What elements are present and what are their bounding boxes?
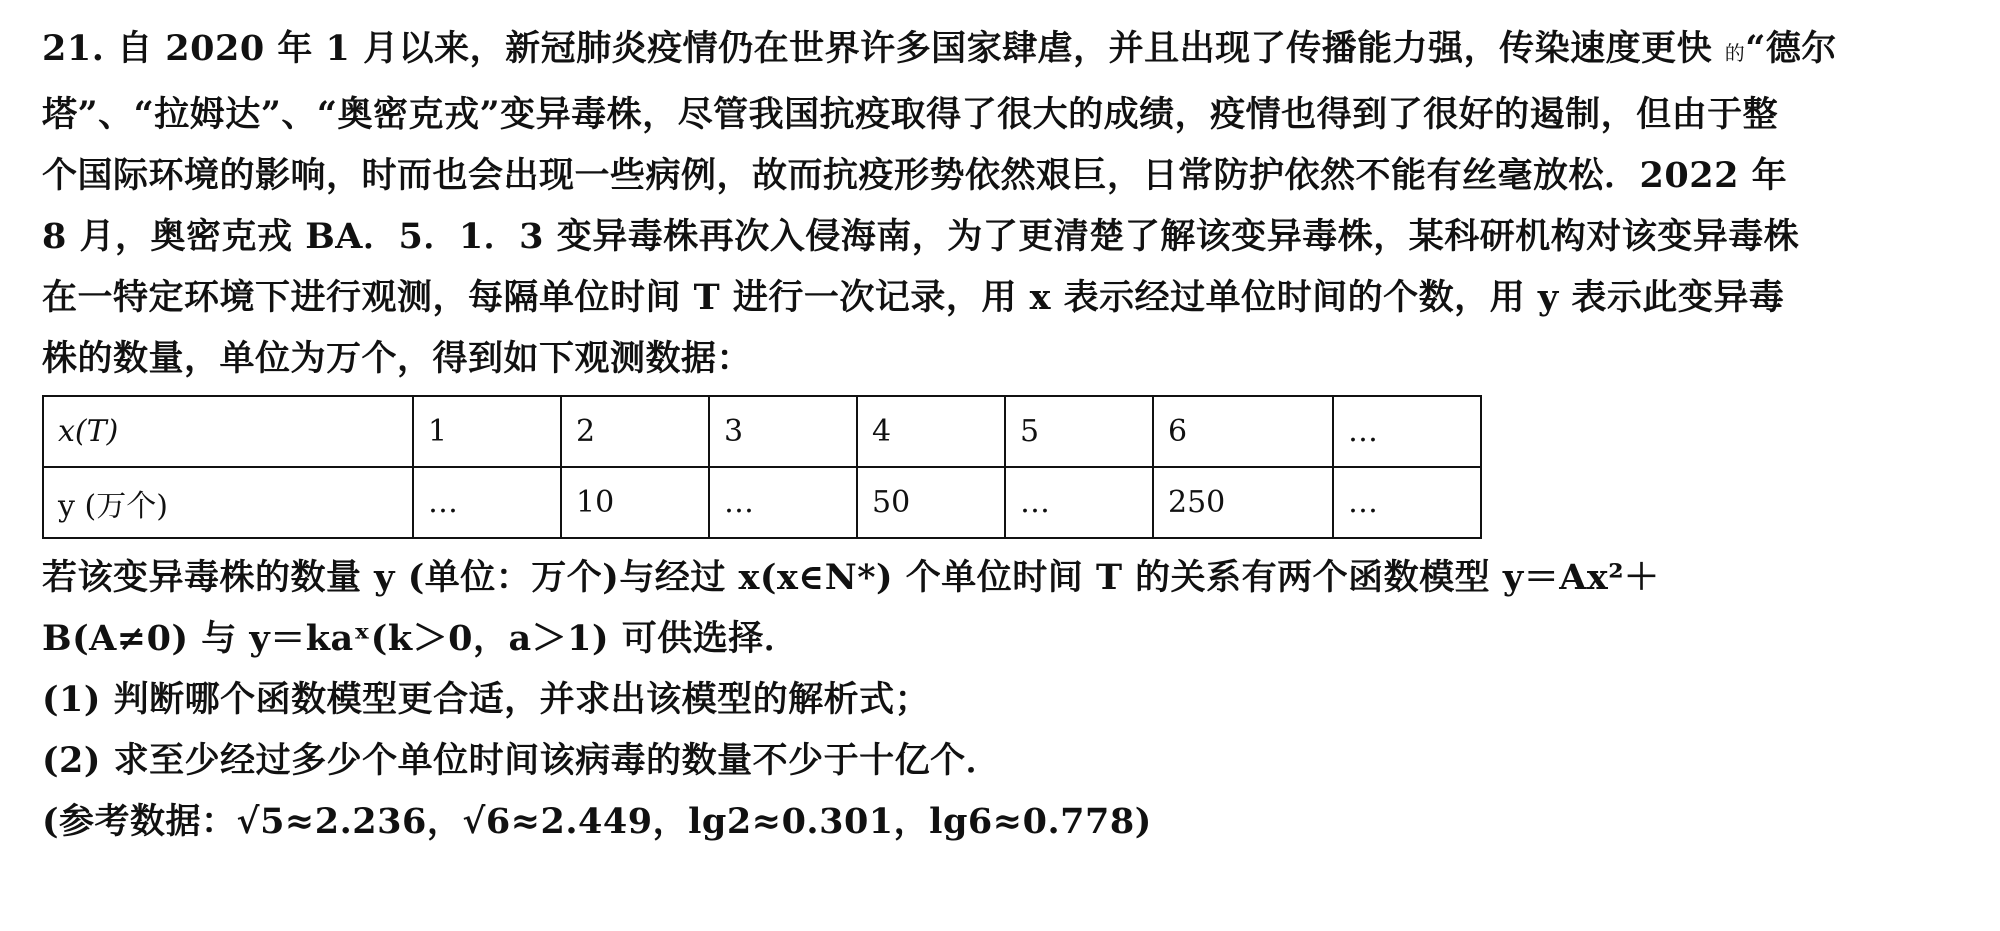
- observation-table: [42, 395, 1482, 539]
- problem-line-2: 塔”、“拉姆达”、“奥密克戎”变异毒株，尽管我国抗疫取得了很大的成绩，疫情也得到了很好的遏制，但由于整: [42, 94, 1779, 135]
- problem-line-3: 个国际环境的影响，时而也会出现一些病例，故而抗疫形势依然艰巨，日常防护依然不能有丝毫放松．2022 年: [42, 155, 1788, 196]
- question-2: (2) 求至少经过多少个单位时间该病毒的数量不少于十亿个．: [42, 740, 1002, 781]
- table-cell: …: [1333, 396, 1481, 467]
- table-cell: 10: [561, 467, 709, 538]
- problem-statement: [42, 18, 1977, 389]
- table-cell: 3: [709, 396, 857, 467]
- table-cell: y (万个): [43, 467, 413, 538]
- small-de-char: 的: [1724, 41, 1746, 65]
- table-cell: 250: [1153, 467, 1333, 538]
- problem-line-6: 株的数量，单位为万个，得到如下观测数据：: [42, 338, 753, 379]
- problem-line-5: 在一特定环境下进行观测，每隔单位时间 T 进行一次记录，用 x 表示经过单位时间的个数，用 y 表示此变异毒: [42, 277, 1785, 318]
- table-cell: …: [1005, 467, 1153, 538]
- table-cell: 6: [1153, 396, 1333, 467]
- table-cell: 1: [413, 396, 561, 467]
- model-line-1: 若该变异毒株的数量 y (单位：万个)与经过 x(x∈N*) 个单位时间 T 的关系有两个函数模型 y＝Ax²＋: [42, 557, 1660, 598]
- reference-data: (参考数据：√5≈2.236，√6≈2.449，lg2≈0.301，lg6≈0.778): [42, 801, 1152, 842]
- table-cell: x(T): [43, 396, 413, 467]
- table-cell: 50: [857, 467, 1005, 538]
- problem-line-1: 21. 自 2020 年 1 月以来，新冠肺炎疫情仍在世界许多国家肆虐，并且出现了传播能力强，传染速度更快 的“德尔: [42, 28, 1837, 69]
- table-cell: …: [1333, 467, 1481, 538]
- table-cell: …: [413, 467, 561, 538]
- model-line-2: B(A≠0) 与 y＝kaˣ(k＞0，a＞1) 可供选择．: [42, 618, 800, 659]
- problem-line-4: 8 月，奥密克戎 BA．5．1．3 变异毒株再次入侵海南，为了更清楚了解该变异毒株，某科研机构对该变异毒株: [42, 216, 1800, 257]
- table-cell: 5: [1005, 396, 1153, 467]
- question-block: [42, 547, 1977, 852]
- table-cell: …: [709, 467, 857, 538]
- table-cell: 2: [561, 396, 709, 467]
- table-row-y: [43, 467, 1481, 538]
- question-1: (1) 判断哪个函数模型更合适，并求出该模型的解析式；: [42, 679, 931, 720]
- table-row-x: [43, 396, 1481, 467]
- problem-page: [42, 18, 1977, 852]
- table-cell: 4: [857, 396, 1005, 467]
